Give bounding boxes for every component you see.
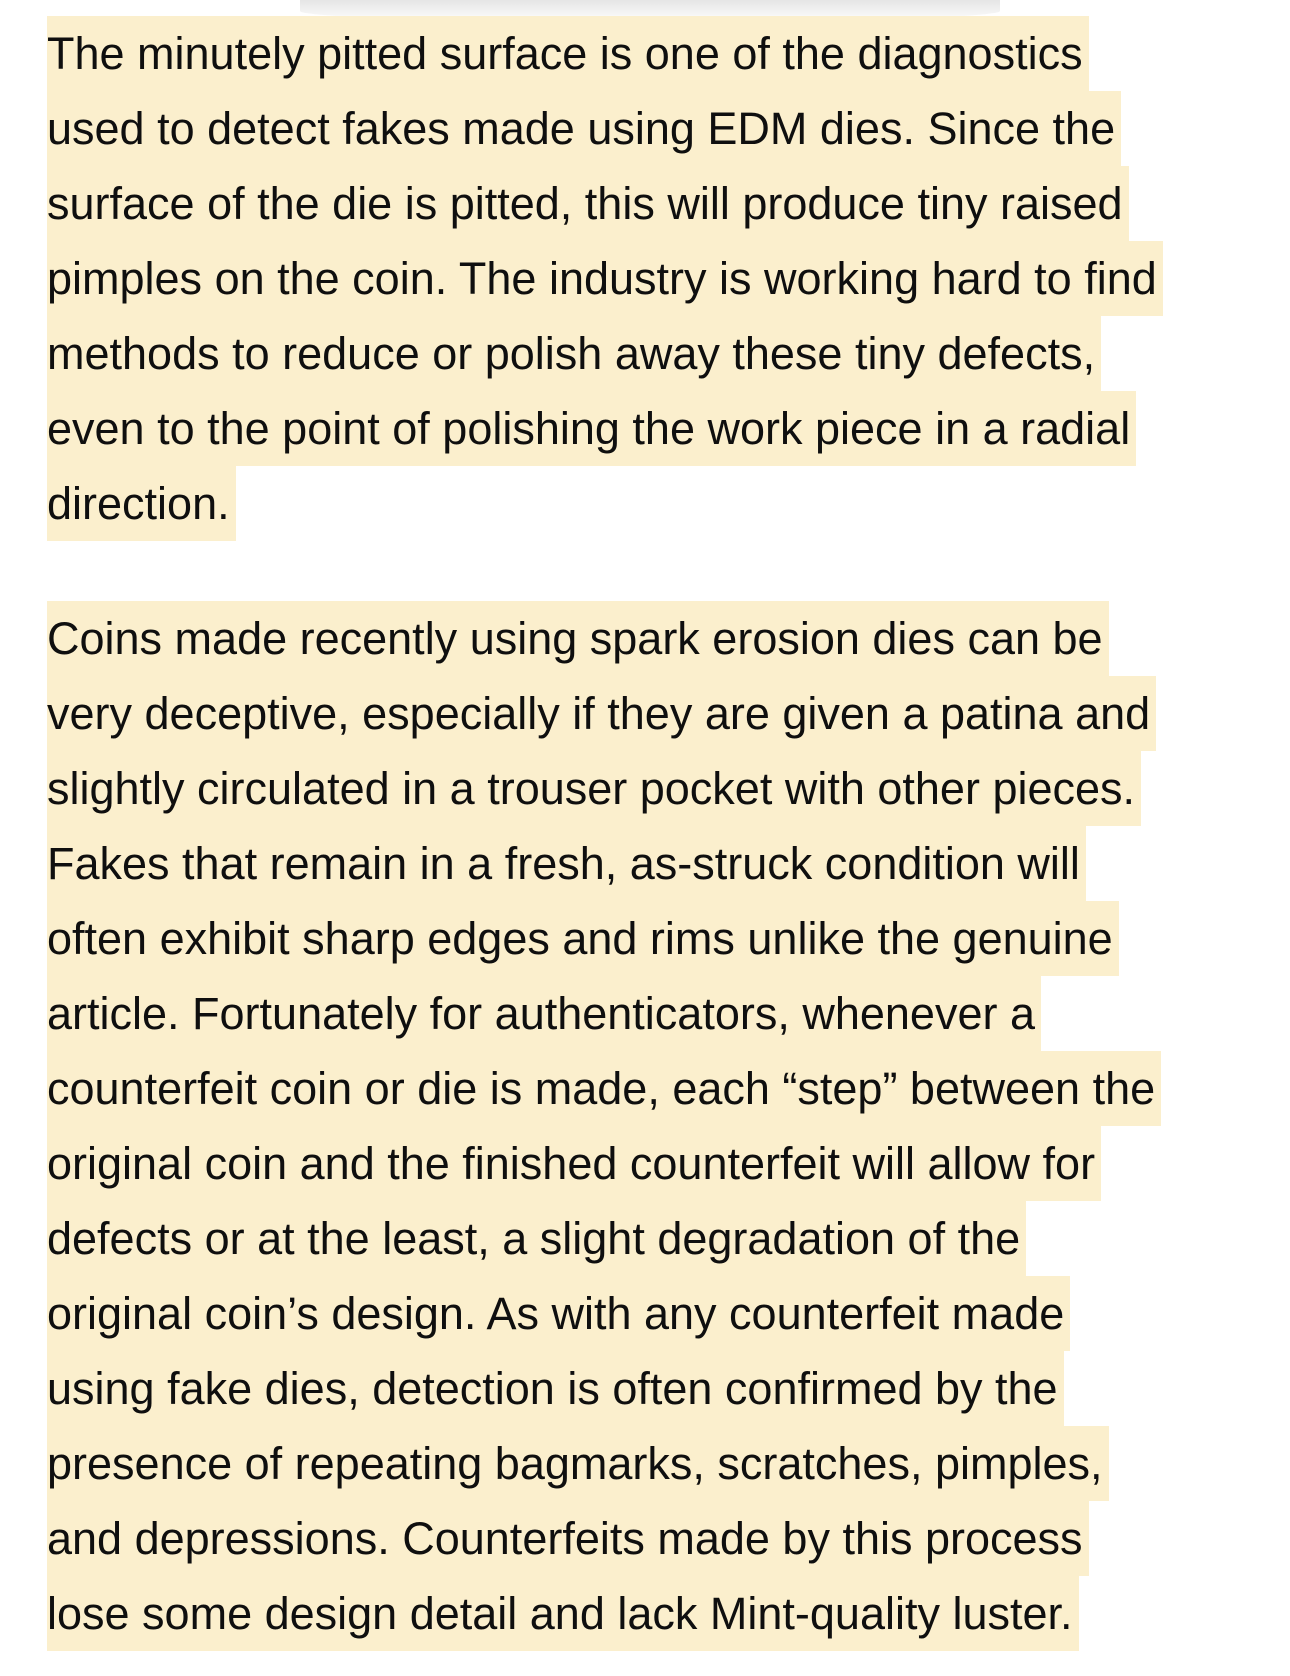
text-line — [47, 166, 1257, 241]
highlighted-text[interactable]: direction. — [47, 466, 236, 541]
text-line — [47, 241, 1257, 316]
highlighted-text[interactable]: slightly circulated in a trouser pocket with other pieces. — [47, 751, 1141, 826]
text-line — [47, 1501, 1257, 1576]
text-line — [47, 466, 1257, 541]
text-line — [47, 976, 1257, 1051]
text-line — [47, 601, 1257, 676]
highlighted-text[interactable]: Fakes that remain in a fresh, as-struck condition will — [47, 826, 1086, 901]
highlighted-text[interactable]: even to the point of polishing the work piece in a radial — [47, 391, 1136, 466]
text-line — [47, 826, 1257, 901]
highlighted-text[interactable]: defects or at the least, a slight degradation of the — [47, 1201, 1026, 1276]
paragraph-edm-pitting — [47, 16, 1257, 541]
article-text — [47, 16, 1257, 1676]
text-line — [47, 1576, 1257, 1651]
highlighted-text[interactable]: surface of the die is pitted, this will produce tiny raised — [47, 166, 1129, 241]
text-line — [47, 1351, 1257, 1426]
highlighted-text[interactable]: presence of repeating bagmarks, scratches, pimples, — [47, 1426, 1109, 1501]
highlighted-text[interactable]: The minutely pitted surface is one of the diagnostics — [47, 16, 1089, 91]
highlighted-text[interactable]: article. Fortunately for authenticators, whenever a — [47, 976, 1041, 1051]
highlighted-text[interactable]: and depressions. Counterfeits made by this process — [47, 1501, 1089, 1576]
text-line — [47, 1201, 1257, 1276]
highlighted-text[interactable]: often exhibit sharp edges and rims unlike the genuine — [47, 901, 1119, 976]
text-line — [47, 91, 1257, 166]
text-line — [47, 676, 1257, 751]
text-line — [47, 1051, 1257, 1126]
highlighted-text[interactable]: Coins made recently using spark erosion dies can be — [47, 601, 1109, 676]
highlighted-text[interactable]: original coin and the finished counterfeit will allow for — [47, 1126, 1101, 1201]
highlighted-text[interactable]: lose some design detail and lack Mint-quality luster. — [47, 1576, 1079, 1651]
text-line — [47, 1426, 1257, 1501]
highlighted-text[interactable]: pimples on the coin. The industry is working hard to find — [47, 241, 1163, 316]
highlighted-text[interactable]: used to detect fakes made using EDM dies. Since the — [47, 91, 1121, 166]
text-line — [47, 1126, 1257, 1201]
text-line — [47, 751, 1257, 826]
text-line — [47, 901, 1257, 976]
paragraph-spark-erosion — [47, 601, 1257, 1651]
text-line — [47, 391, 1257, 466]
highlighted-text[interactable]: using fake dies, detection is often confirmed by the — [47, 1351, 1064, 1426]
text-line — [47, 316, 1257, 391]
text-line — [47, 1276, 1257, 1351]
highlighted-text[interactable]: original coin’s design. As with any counterfeit made — [47, 1276, 1070, 1351]
text-line — [47, 16, 1257, 91]
highlighted-text[interactable]: very deceptive, especially if they are given a patina and — [47, 676, 1156, 751]
highlighted-text[interactable]: counterfeit coin or die is made, each “step” between the — [47, 1051, 1161, 1126]
highlighted-text[interactable]: methods to reduce or polish away these tiny defects, — [47, 316, 1101, 391]
